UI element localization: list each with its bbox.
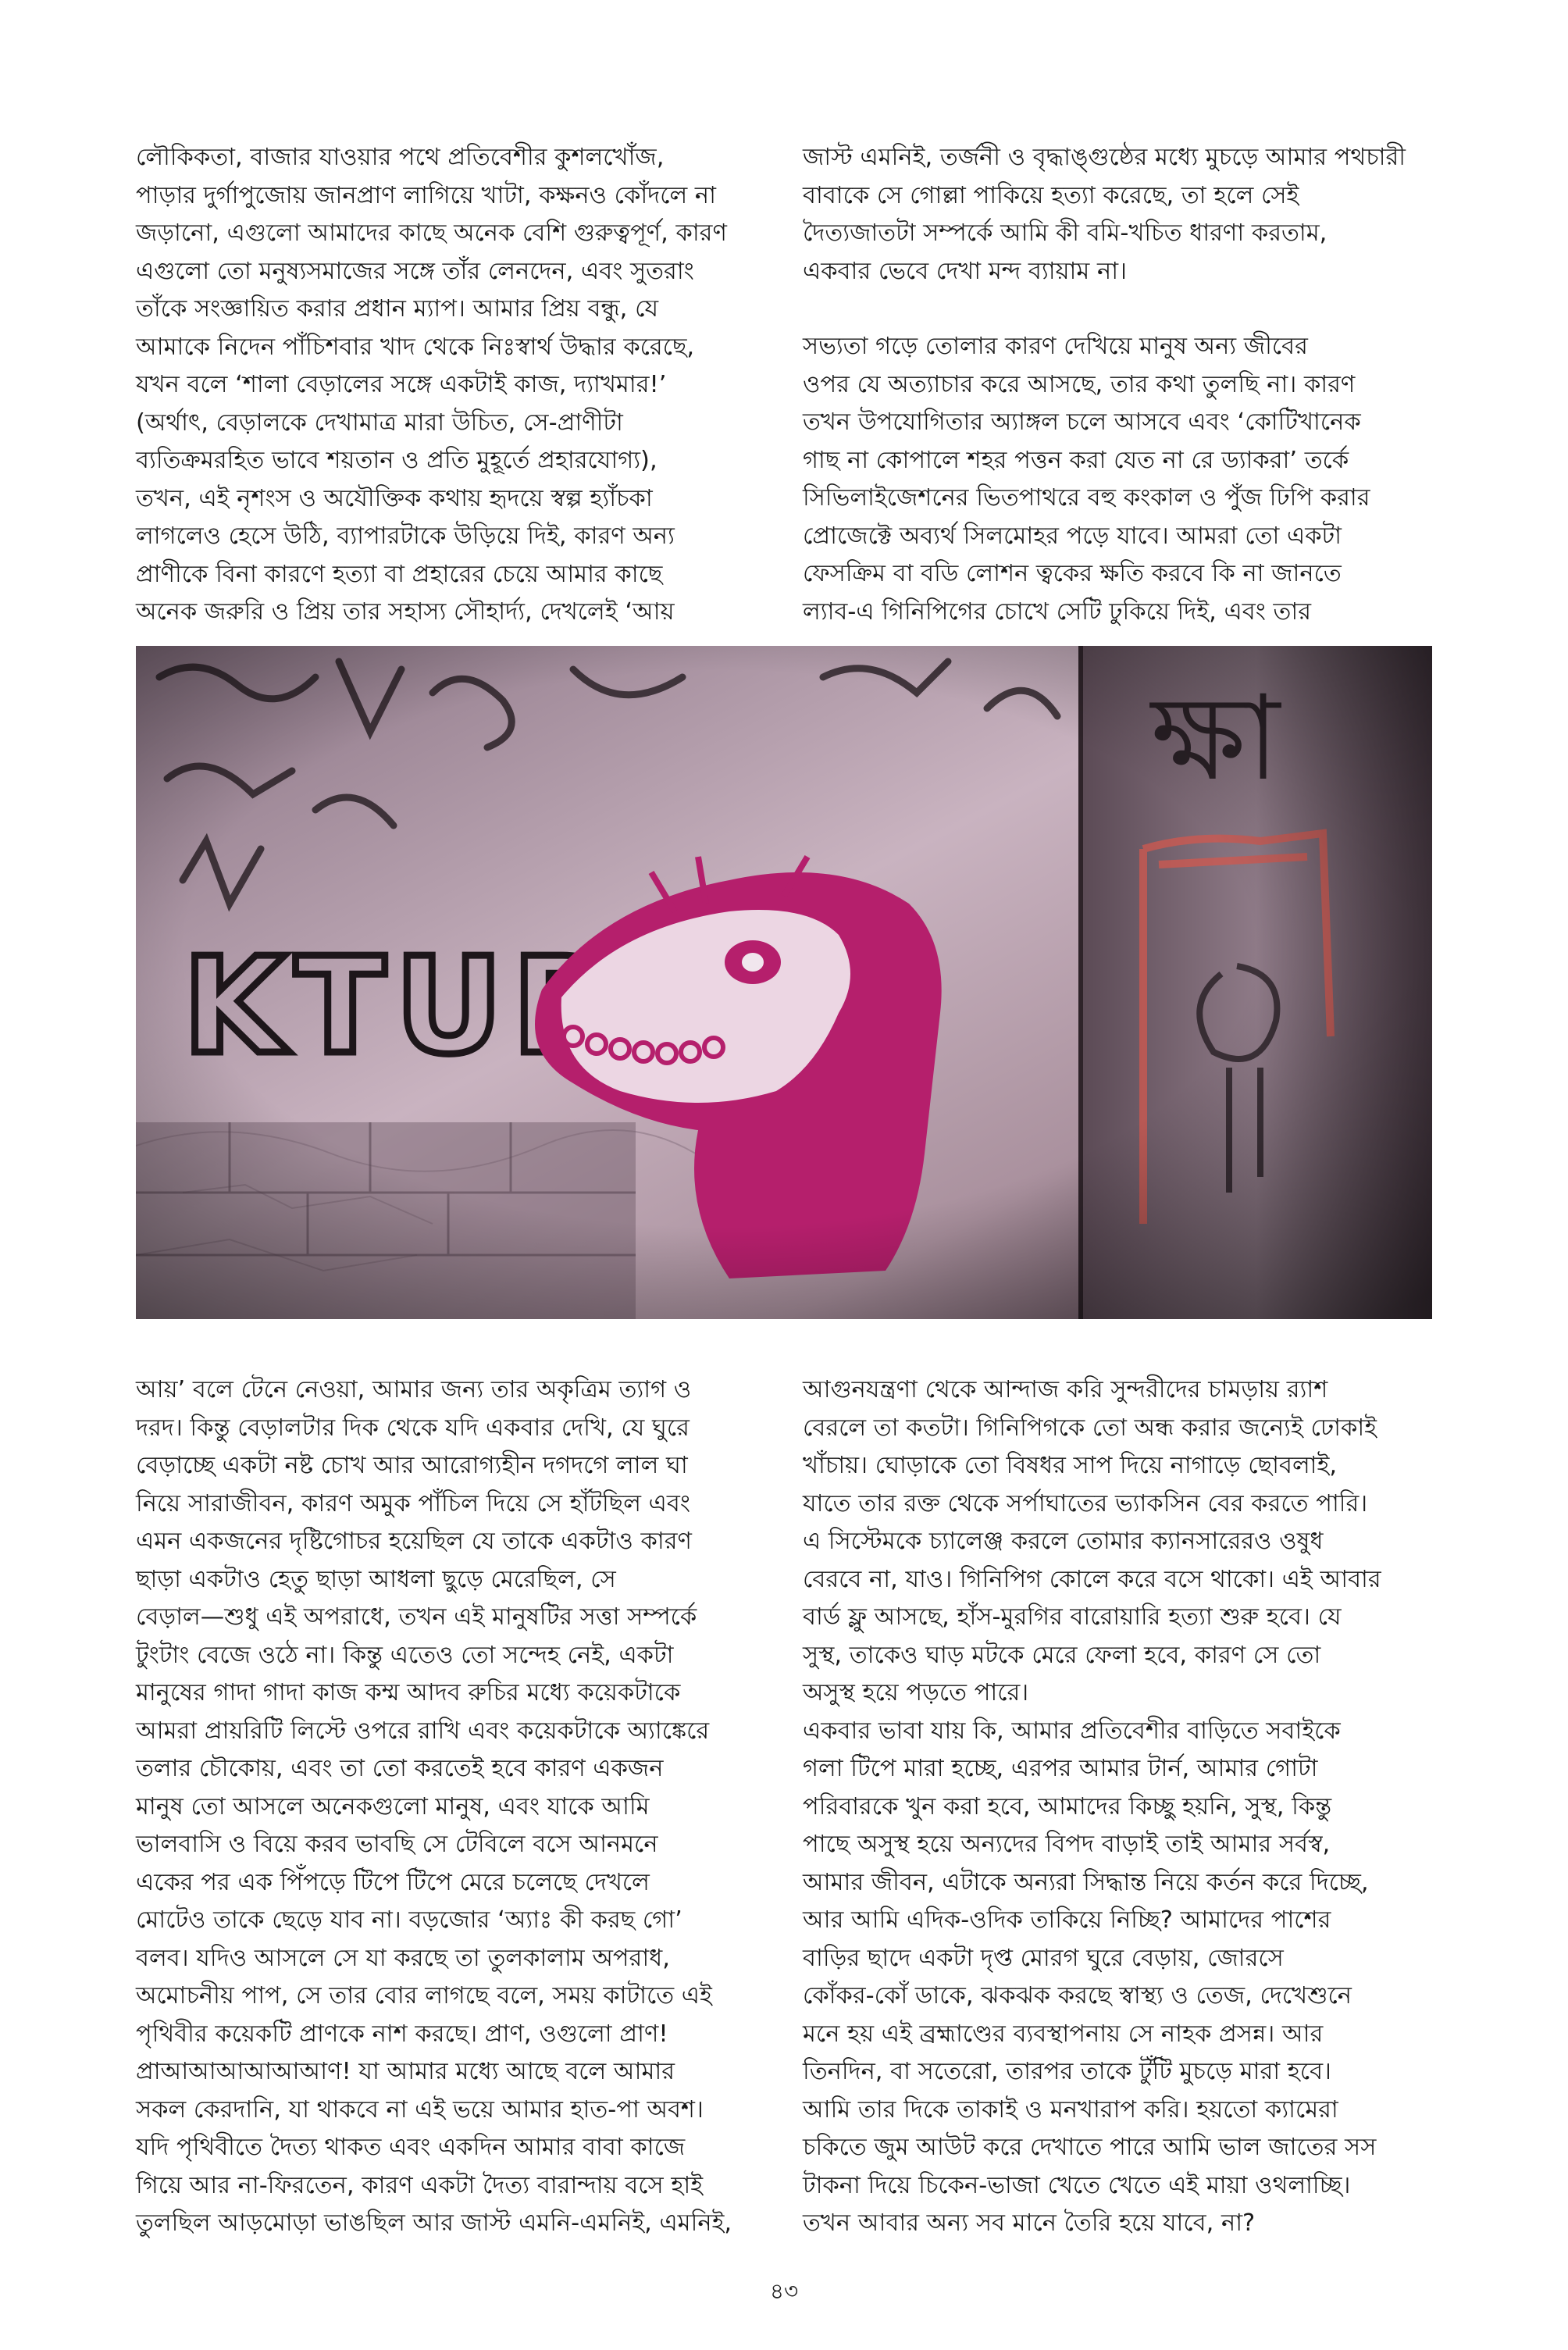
text-line: টুংটাং বেজে ওঠে না। কিন্তু এতেও তো সন্দেহ নেই, একটা xyxy=(136,1641,674,1669)
text-line: ল্যাব-এ গিনিপিগের চোখে সেটি ঢুকিয়ে দিই, এবং তার xyxy=(803,597,1312,626)
text-line: তিনদিন, বা সতেরো, তারপর তাকে টুঁটি মুচড়ে মারা হবে। xyxy=(803,2058,1331,2085)
article-column-bottom-left xyxy=(136,1371,745,2243)
text-line: সকল কেরদানি, যা থাকবে না এই ভয়ে আমার হাত-পা অবশ। xyxy=(136,2095,704,2124)
text-line: প্রোজেক্টে অব্যর্থ সিলমোহর পড়ে যাবে। আমরা তো একটা xyxy=(803,522,1342,550)
text-line: অমোচনীয় পাপ, সে তার বোর লাগছে বলে, সময় কাটাতে এই xyxy=(136,1982,712,2009)
text-line: গলা টিপে মারা হচ্ছে, এরপর আমার টার্ন, আমার গোটা xyxy=(803,1755,1318,1782)
text-line: এমন একজনের দৃষ্টিগোচর হয়েছিল যে তাকে একটাও কারণ xyxy=(136,1528,692,1555)
text-line: একবার ভেবে দেখা মন্দ ব্যায়াম না। xyxy=(803,257,1127,285)
page-number: ৪৩ xyxy=(769,2278,799,2304)
text-line: যদি পৃথিবীতে দৈত্য থাকত এবং একদিন আমার বাবা কাজে xyxy=(136,2134,686,2161)
text-line: পৃথিবীর কয়েকটি প্রাণকে নাশ করছে। প্রাণ, ওগুলো প্রাণ! xyxy=(136,2020,668,2048)
text-line: দরদ। কিন্তু বেড়ালটার দিক থেকে যদি একবার দেখি, যে ঘুরে xyxy=(136,1414,690,1442)
text-line: মানুষের গাদা গাদা কাজ কম্ম আদব রুচির মধ্যে কয়েকটাকে xyxy=(136,1679,681,1706)
text-line: ফেসক্রিম বা বডি লোশন ত্বকের ক্ষতি করবে কি না জানতে xyxy=(803,560,1342,587)
text-line: অসুস্থ হয়ে পড়তে পারে। xyxy=(803,1679,1029,1706)
article-column-top-left xyxy=(136,139,741,632)
text-line: বলব। যদিও আসলে সে যা করছে তা তুলকালাম অপরাধ, xyxy=(136,1944,670,1972)
text-line: সুস্থ, তাকেও ঘাড় মটকে মেরে ফেলা হবে, কারণ সে তো xyxy=(803,1641,1321,1669)
text-line: লাগলেও হেসে উঠি, ব্যাপারটাকে উড়িয়ে দিই, কারণ অন্য xyxy=(136,522,675,550)
graffiti-photo xyxy=(136,646,1432,1319)
text-line: প্রাণীকে বিনা কারণে হত্যা বা প্রহারের চেয়ে আমার কাছে xyxy=(136,560,663,588)
text-line: আমাকে নিদেন পাঁচিশবার খাদ থেকে নিঃস্বার্থ উদ্ধার করেছে, xyxy=(136,333,695,361)
text-line: আগুনযন্ত্রণা থেকে আন্দাজ করি সুন্দরীদের চামড়ায় র‍্যাশ xyxy=(803,1376,1328,1403)
text-line: পাছে অসুস্থ হয়ে অন্যদের বিপদ বাড়াই তাই আমার সর্বস্ব, xyxy=(803,1831,1331,1858)
text-line: দৈত্যজাতটা সম্পর্কে আমি কী বমি-খচিত ধারণা করতাম, xyxy=(803,219,1327,247)
text-line: বার্ড ফ্লু আসছে, হাঁস-মুরগির বারোয়ারি হত্যা শুরু হবে। যে xyxy=(803,1603,1342,1631)
text-line: তলার চৌকোয়, এবং তা তো করতেই হবে কারণ একজন xyxy=(136,1755,664,1782)
text-line: খাঁচায়। ঘোড়াকে তো বিষধর সাপ দিয়ে নাগাড়ে ছোবলাই, xyxy=(803,1452,1338,1479)
text-line: যখন বলে ‘শালা বেড়ালের সঙ্গে একটাই কাজ, দ্যাখমার!’ xyxy=(136,371,667,398)
text-line: বেরবে না, যাও। গিনিপিগ কোলে করে বসে থাকো। এই আবার xyxy=(803,1565,1381,1593)
text-line: গিয়ে আর না-ফিরতেন, কারণ একটা দৈত্য বারান্দায় বসে হাই xyxy=(136,2171,704,2199)
text-line: জড়ানো, এগুলো আমাদের কাছে অনেক বেশি গুরুত্বপূর্ণ, কারণ xyxy=(136,219,727,247)
text-line: মনে হয় এই ব্রহ্মাণ্ডের ব্যবস্থাপনায় সে নাহক প্রসন্ন। আর xyxy=(803,2020,1324,2048)
text-line: ছাড়া একটাও হেতু ছাড়া আধলা ছুড়ে মেরেছিল, সে xyxy=(136,1565,616,1593)
text-line: আয়’ বলে টেনে নেওয়া, আমার জন্য তার অকৃত্রিম ত্যাগ ও xyxy=(136,1376,692,1403)
text-line: মানুষ তো আসলে অনেকগুলো মানুষ, এবং যাকে আমি xyxy=(136,1792,650,1820)
text-line: বাড়ির ছাদে একটা দৃপ্ত মোরগ ঘুরে বেড়ায়, জোরসে xyxy=(803,1944,1284,1972)
text-line: একবার ভাবা যায় কি, আমার প্রতিবেশীর বাড়িতে সবাইকে xyxy=(803,1717,1341,1745)
text-line: ভালবাসি ও বিয়ে করব ভাবছি সে টেবিলে বসে আনমনে xyxy=(136,1831,658,1858)
text-line: তুলছিল আড়মোড়া ভাঙছিল আর জাস্ট এমনি-এমনিই, এমনিই, xyxy=(136,2209,732,2237)
text-line: লৌকিকতা, বাজার যাওয়ার পথে প্রতিবেশীর কুশলখোঁজ, xyxy=(136,144,665,171)
text-line: পাড়ার দুর্গাপুজোয় জানপ্রাণ লাগিয়ে খাটা, কক্ষনও কোঁদলে না xyxy=(136,181,716,209)
text-line: আমরা প্রায়রিটি লিস্টে ওপরে রাখি এবং কয়েকটাকে অ্যাঙ্কেরে xyxy=(136,1717,710,1745)
text-line: (অর্থাৎ, বেড়ালকে দেখামাত্র মারা উচিত, সে-প্রাণীটা xyxy=(136,408,623,437)
text-line: এগুলো তো মনুষ্যসমাজের সঙ্গে তাঁর লেনদেন, এবং সুতরাং xyxy=(136,257,694,285)
text-line: সিভিলাইজেশনের ভিতপাথরে বহু কংকাল ও পুঁজ ঢিপি করার xyxy=(803,484,1370,512)
text-line: একের পর এক পিঁপড়ে টিপে টিপে মেরে চলেছে দেখলে xyxy=(136,1868,650,1896)
text-line: তখন আবার অন্য সব মানে তৈরি হয়ে যাবে, না? xyxy=(803,2209,1256,2237)
text-line: বেরলে তা কতটা। গিনিপিগকে তো অন্ধ করার জন্যেই ঢোকাই xyxy=(803,1414,1377,1442)
paragraph-break xyxy=(803,291,1431,328)
text-line: যাতে তার রক্ত থেকে সর্পাঘাতের ভ্যাকসিন বের করতে পারি। xyxy=(803,1489,1368,1517)
text-line: ওপর যে অত্যাচার করে আসছে, তার কথা তুলছি না। কারণ xyxy=(803,370,1356,398)
text-line: প্রাআআআআআআণ! যা আমার মধ্যে আছে বলে আমার xyxy=(136,2058,675,2085)
graffiti-photo-art xyxy=(136,646,1432,1319)
text-line: আর আমি এদিক-ওদিক তাকিয়ে নিচ্ছি? আমাদের পাশের xyxy=(803,1906,1331,1934)
text-line: আমি তার দিকে তাকাই ও মনখারাপ করি। হয়তো ক্যামেরা xyxy=(803,2095,1338,2124)
text-line: তখন, এই নৃশংস ও অযৌক্তিক কথায় হৃদয়ে স্বল্প হ্যাঁচকা xyxy=(136,484,653,512)
text-line: কোঁকর-কোঁ ডাকে, ঝকঝক করছে স্বাস্থ্য ও তেজ, দেখেশুনে xyxy=(803,1982,1352,2009)
text-line: গাছ না কোপালে শহর পত্তন করা যেত না রে ড্যাকরা’ তর্কে xyxy=(803,446,1349,474)
article-column-top-right xyxy=(803,139,1431,631)
text-line: সভ্যতা গড়ে তোলার কারণ দেখিয়ে মানুষ অন্য জীবের xyxy=(803,333,1308,360)
text-line: আমার জীবন, এটাকে অন্যরা সিদ্ধান্ত নিয়ে কর্তন করে দিচ্ছে, xyxy=(803,1868,1369,1896)
article-column-bottom-right xyxy=(803,1371,1431,2243)
text-line: তাঁকে সংজ্ঞায়িত করার প্রধান ম্যাপ। আমার প্রিয় বন্ধু, যে xyxy=(136,295,659,323)
text-line: বেড়াচ্ছে একটা নষ্ট চোখ আর আরোগ্যহীন দগদগে লাল ঘা xyxy=(136,1452,688,1479)
text-line: ব্যতিক্রমরহিত ভাবে শয়তান ও প্রতি মুহূর্তে প্রহারযোগ্য), xyxy=(136,447,657,474)
text-line: পরিবারকে খুন করা হবে, আমাদের কিচ্ছু হয়নি, সুস্থ, কিন্তু xyxy=(803,1792,1332,1820)
text-line: অনেক জরুরি ও প্রিয় তার সহাস্য সৌহার্দ্য, দেখলেই ‘আয় xyxy=(136,598,675,626)
text-line: জাস্ট এমনিই, তর্জনী ও বৃদ্ধাঙ্গুষ্ঠের মধ্যে মুচড়ে আমার পথচারী xyxy=(803,144,1406,171)
text-line: মোটেও তাকে ছেড়ে যাব না। বড়জোর ‘অ্যাঃ কী করছ গো’ xyxy=(136,1906,682,1934)
text-line: তখন উপযোগিতার অ্যাঙ্গল চলে আসবে এবং ‘কোটিখানেক xyxy=(803,408,1361,436)
text-line: বাবাকে সে গোল্লা পাকিয়ে হত্যা করেছে, তা হলে সেই xyxy=(803,181,1299,209)
text-line: টাকনা দিয়ে চিকেন-ভাজা খেতে খেতে এই মায়া ওথলাচ্ছি। xyxy=(803,2171,1351,2199)
text-line: বেড়াল—শুধু এই অপরাধে, তখন এই মানুষটির সত্তা সম্পর্কে xyxy=(136,1603,697,1631)
text-line: চকিতে জুম আউট করে দেখাতে পারে আমি ভাল জাতের সস xyxy=(803,2134,1377,2161)
text-line: নিয়ে সারাজীবন, কারণ অমুক পাঁচিল দিয়ে সে হাঁটছিল এবং xyxy=(136,1489,690,1517)
text-line: এ সিস্টেমকে চ্যালেঞ্জ করলে তোমার ক্যানসারেরও ওষুধ xyxy=(803,1528,1324,1555)
